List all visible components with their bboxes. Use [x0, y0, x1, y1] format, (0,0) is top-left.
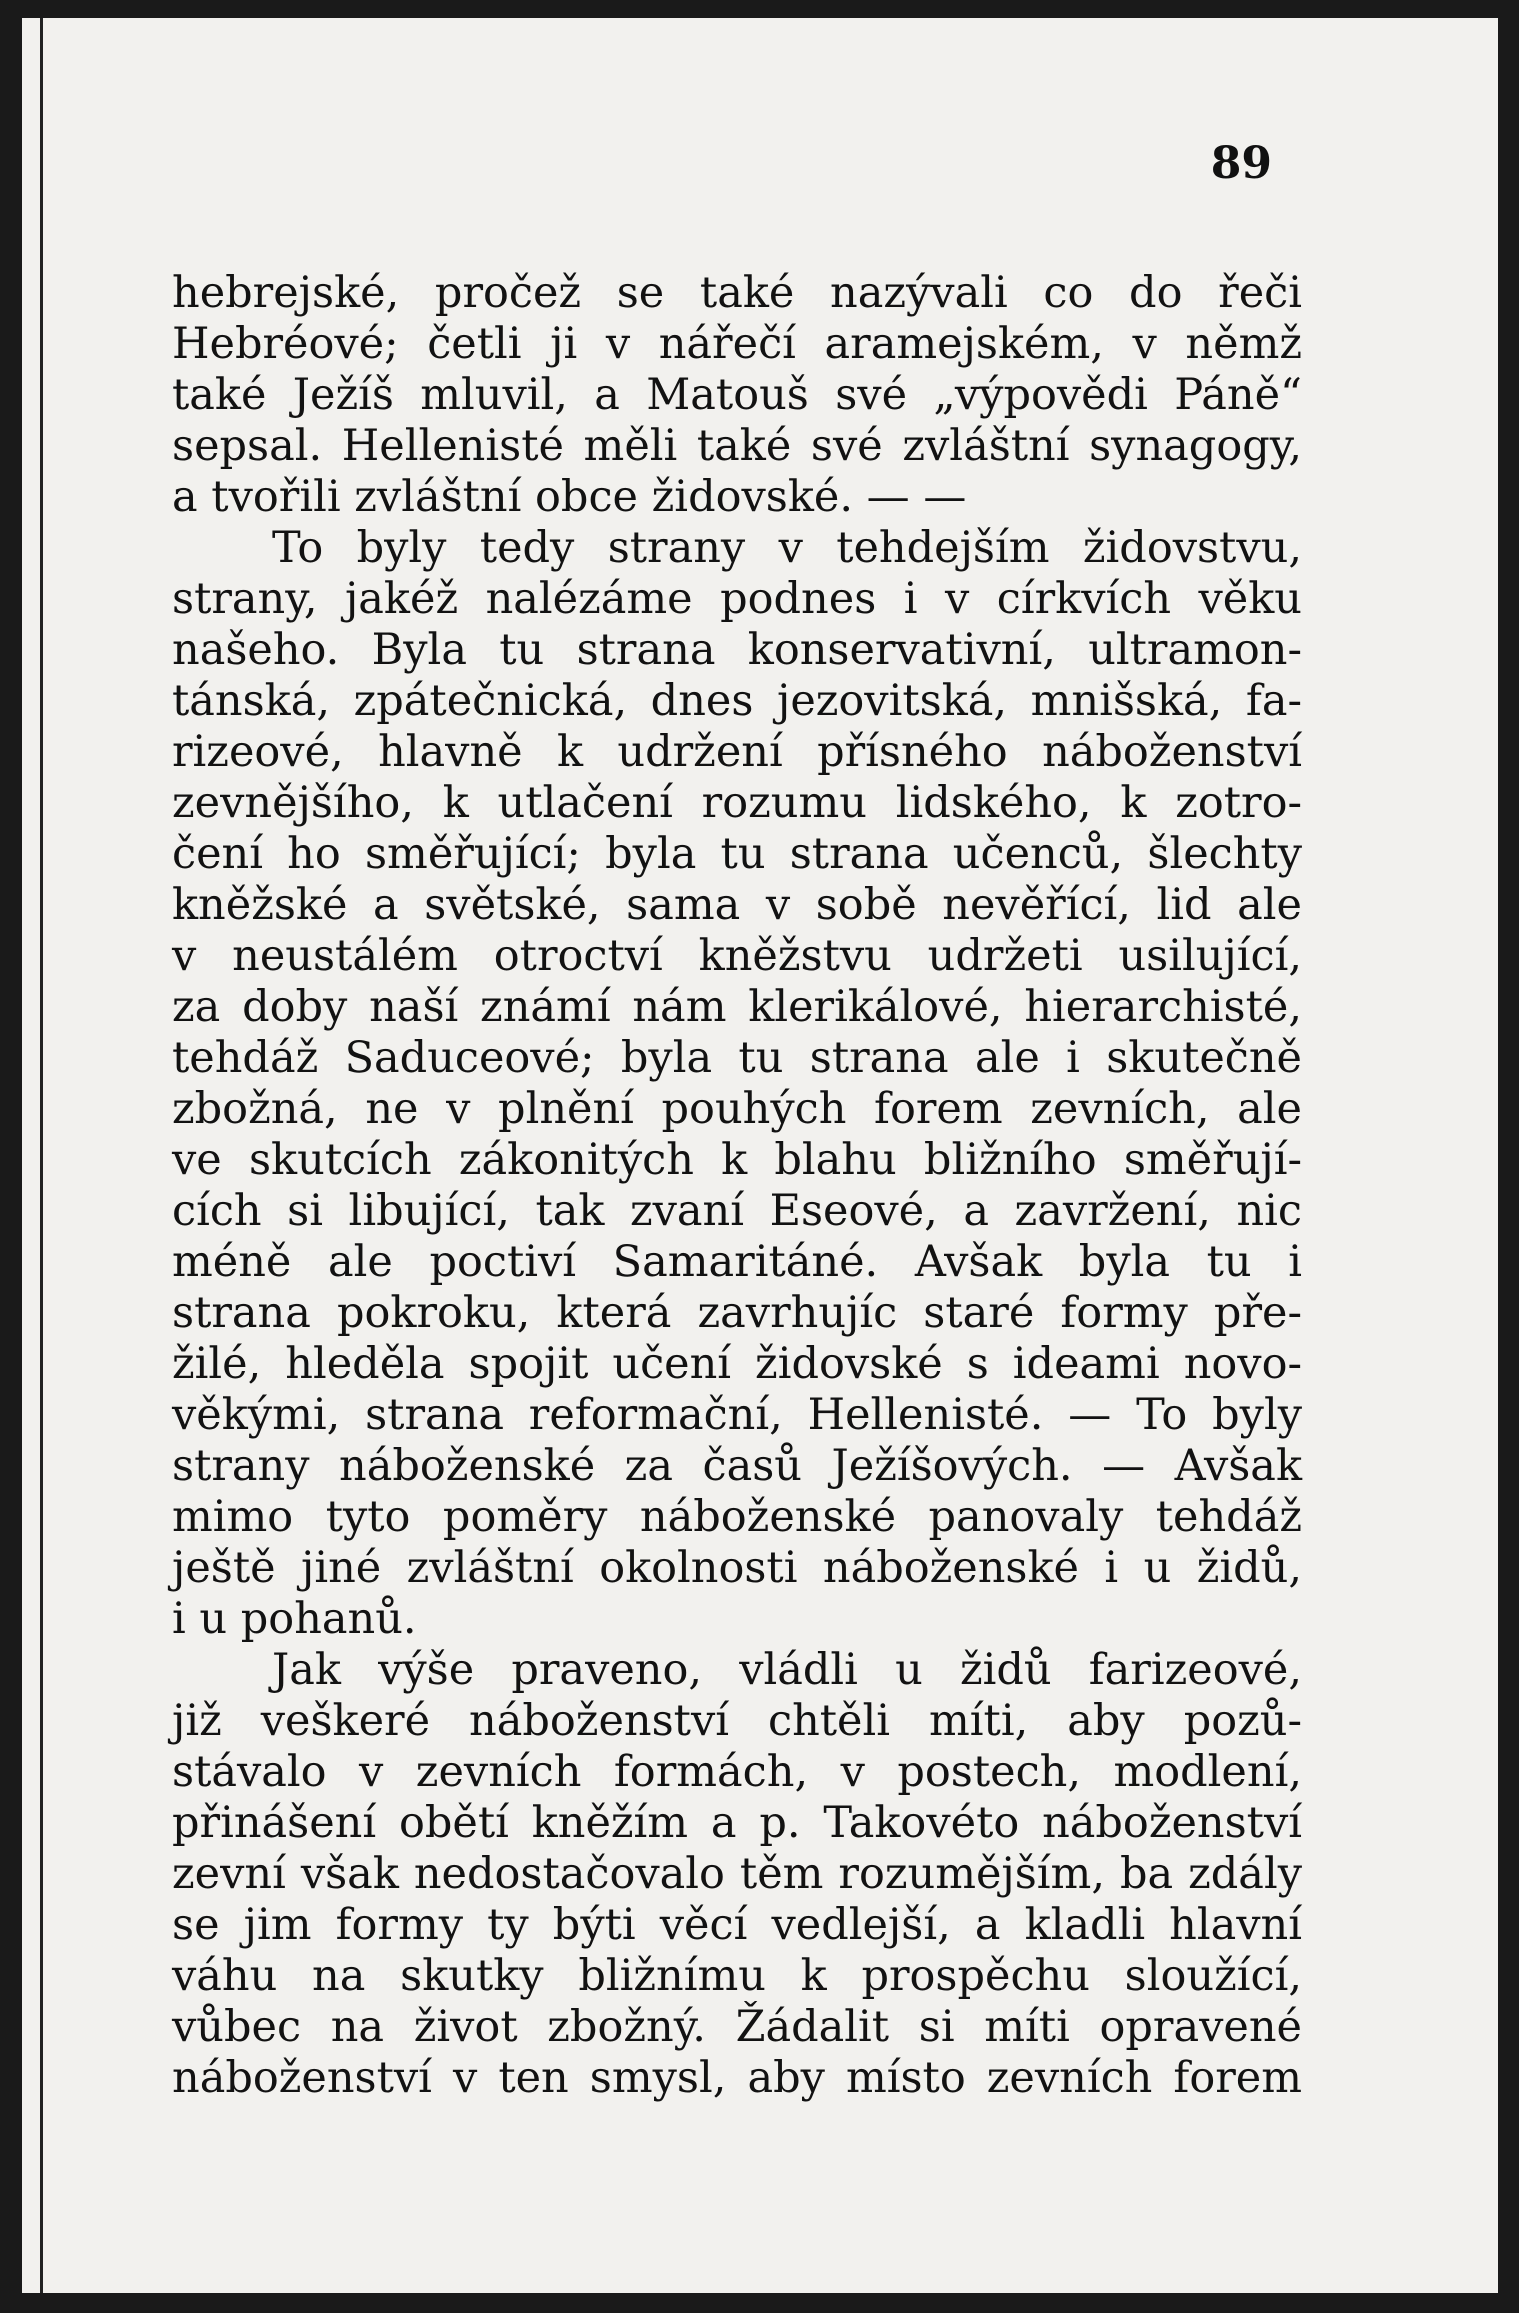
text-line: našeho. Byla tu strana konservativní, ultramon-	[172, 625, 1302, 675]
text-line: méně ale poctiví Samaritáné. Avšak byla tu i	[172, 1237, 1302, 1287]
text-line: v neustálém otroctví kněžstvu udržeti usilující,	[172, 931, 1302, 981]
text-line: ve skutcích zákonitých k blahu bližního směřují-	[172, 1135, 1302, 1185]
text-line: cích si libující, tak zvaní Eseové, a zavržení, nic	[172, 1186, 1302, 1236]
body-text	[172, 268, 1302, 2104]
text-line: rizeové, hlavně k udržení přísného náboženství	[172, 727, 1302, 777]
text-line: Hebréové; četli ji v nářečí aramejském, v němž	[172, 319, 1302, 369]
text-line: strany, jakéž nalézáme podnes i v církvích věku	[172, 574, 1302, 624]
text-line: za doby naší známí nám klerikálové, hierarchisté,	[172, 982, 1302, 1032]
text-line: přinášení obětí kněžím a p. Takovéto náboženství	[172, 1798, 1302, 1848]
text-line: kněžské a světské, sama v sobě nevěřící, lid ale	[172, 880, 1302, 930]
text-line: hebrejské, pročež se také nazývali co do řeči	[172, 268, 1302, 318]
text-line: sepsal. Hellenisté měli také své zvláštní synagogy,	[172, 421, 1302, 471]
text-line: náboženství v ten smysl, aby místo zevních forem	[172, 2053, 1302, 2103]
text-line: i u pohanů.	[172, 1594, 417, 1644]
text-line: tánská, zpátečnická, dnes jezovitská, mnišská, fa-	[172, 676, 1302, 726]
book-page	[22, 18, 1498, 2293]
text-line: strana pokroku, která zavrhujíc staré formy pře-	[172, 1288, 1302, 1338]
text-line: To byly tedy strany v tehdejším židovstvu,	[272, 523, 1302, 573]
text-line: a tvořili zvláštní obce židovské. — —	[172, 472, 967, 522]
text-line: zevnějšího, k utlačení rozumu lidského, k zotro-	[172, 778, 1302, 828]
text-line: mimo tyto poměry náboženské panovaly tehdáž	[172, 1492, 1302, 1542]
text-line: také Ježíš mluvil, a Matouš své „výpovědi Páně“	[172, 370, 1302, 420]
text-line: již veškeré náboženství chtěli míti, aby pozů-	[172, 1696, 1302, 1746]
page-number: 89	[1210, 138, 1272, 189]
text-line: stávalo v zevních formách, v postech, modlení,	[172, 1747, 1302, 1797]
text-line: zevní však nedostačovalo těm rozumějším, ba zdály	[172, 1849, 1302, 1899]
text-line: zbožná, ne v plnění pouhých forem zevních, ale	[172, 1084, 1302, 1134]
text-line: vůbec na život zbožný. Žádalit si míti opravené	[172, 2002, 1302, 2052]
text-line: čení ho směřující; byla tu strana učenců, šlechty	[172, 829, 1302, 879]
text-line: ještě jiné zvláštní okolnosti náboženské i u židů,	[172, 1543, 1302, 1593]
text-line: váhu na skutky bližnímu k prospěchu sloužící,	[172, 1951, 1302, 2001]
page-edge-rule	[40, 18, 43, 2293]
text-line: strany náboženské za časů Ježíšových. — Avšak	[172, 1441, 1302, 1491]
text-line: tehdáž Saduceové; byla tu strana ale i skutečně	[172, 1033, 1302, 1083]
text-line: žilé, hleděla spojit učení židovské s ideami novo-	[172, 1339, 1302, 1389]
scan-border	[0, 2303, 1519, 2313]
text-line: věkými, strana reformační, Hellenisté. — To byly	[172, 1390, 1302, 1440]
text-line: Jak výše praveno, vládli u židů farizeové,	[272, 1645, 1302, 1695]
text-line: se jim formy ty býti věcí vedlejší, a kladli hlavní	[172, 1900, 1302, 1950]
